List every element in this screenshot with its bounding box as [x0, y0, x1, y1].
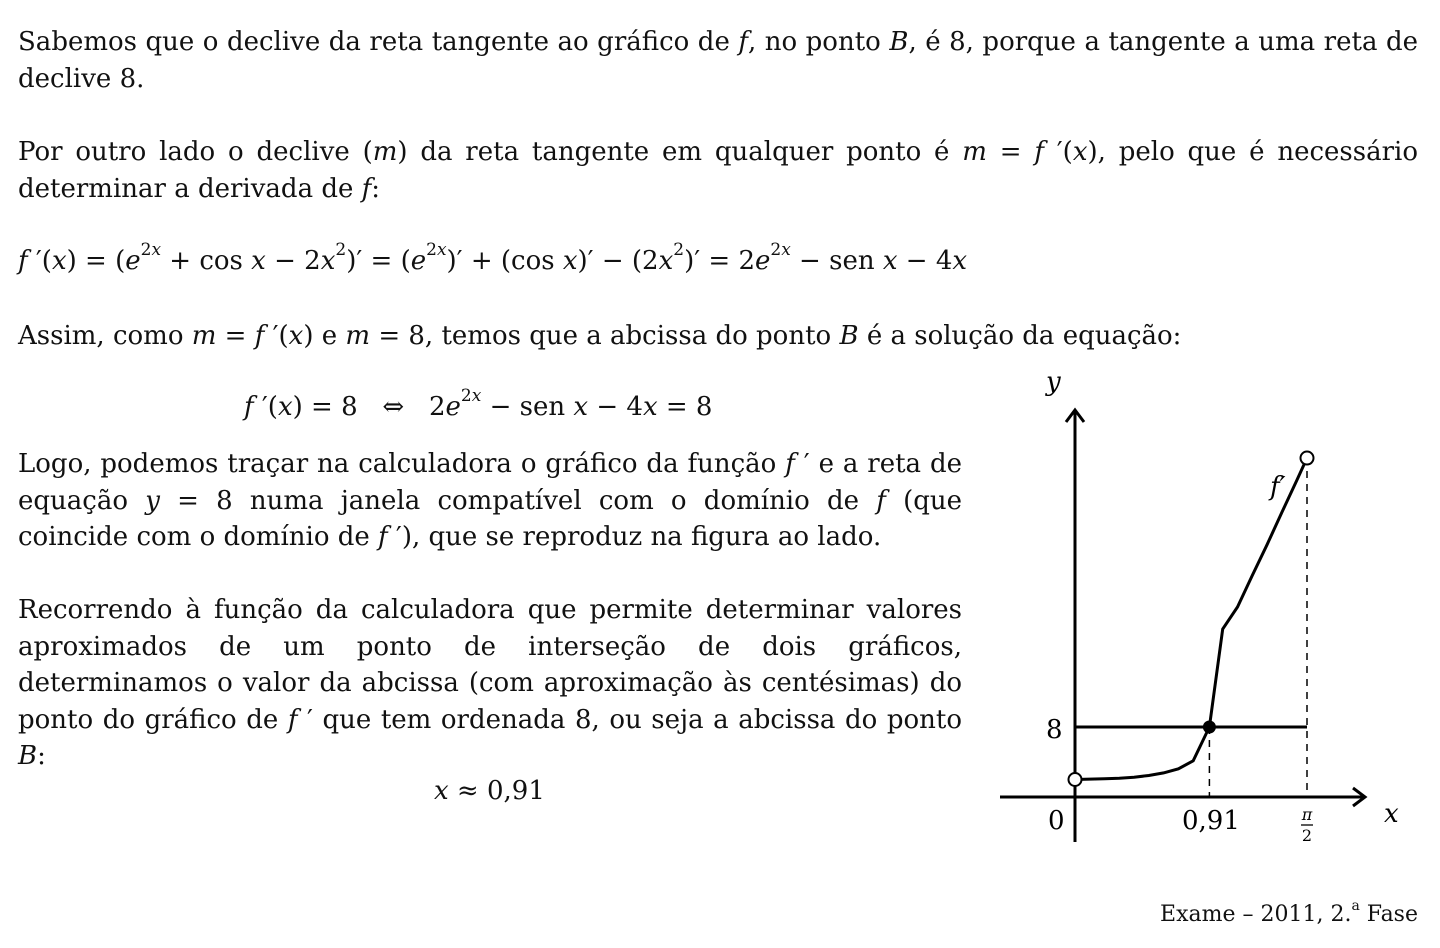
result-equation: x ≈ 0,91 [434, 776, 545, 806]
y-tick-label-8: 8 [1046, 715, 1063, 745]
curve-label: f′ [1270, 472, 1286, 502]
y-axis-label: y [1046, 367, 1061, 397]
exam-reference [1160, 897, 1418, 927]
curve-f-prime [1075, 458, 1307, 780]
paragraph-intersection: Recorrendo à função da calculadora que permite determinar valores aproximados de um ponto de interseção de dois gráficos, determinamos o valor da abcissa (com aproximação às centésimas) do ponto do gráfico de f ′ que tem ordenada 8, ou seja a abcissa do ponto B: [18, 595, 962, 771]
point-b-intersection [1203, 721, 1216, 734]
paragraph-derivative-intro: Por outro lado o declive (m) da reta tangente em qualquer ponto é m = f ′(x), pelo que é necessário determinar a derivada de f: [18, 137, 1418, 204]
paragraph-tangent-slope: Sabemos que o declive da reta tangente ao gráfico de f, no ponto B, é 8, porque a tangente a uma reta de declive 8. [18, 27, 1418, 94]
x-axis-label: x [1384, 799, 1399, 829]
x-tick-label-pi: π [1301, 805, 1313, 824]
exam-reference-prefix: Exame – 2011, 2. [1160, 902, 1352, 927]
exam-reference-superscript: a [1351, 897, 1360, 914]
exam-reference-suffix: Fase [1366, 902, 1418, 927]
equation-f-prime-equals-8: f ′(x) = 8 ⇔ $2e^{2x}$ − sen x − 4x = 8 [244, 386, 713, 422]
open-point-end [1301, 452, 1314, 465]
open-point-start [1069, 773, 1082, 786]
origin-label: 0 [1048, 806, 1065, 836]
paragraph-abscissa-solution: Assim, como m = f ′(x) e m = 8, temos que a abcissa do ponto B é a solução da equação: [18, 321, 1182, 351]
x-tick-label-091: 0,91 [1182, 806, 1240, 836]
derivative-equation: f $'(x) = (e^{2x} + \cos x - 2x^2)' = (e^{2x})' + (\cos$ $x)' - (2x^2)' = 2e^{2x}$ − sen x − 4x [18, 240, 968, 276]
paragraph-calculator-graph: Logo, podemos traçar na calculadora o gráfico da função f ′ e a reta de equação y = 8 numa janela compatível com o domínio de f (que coincide com o domínio de f ′), que se reproduz na figura ao lado. [18, 449, 962, 552]
graph-figure [980, 362, 1400, 862]
x-tick-label-2: 2 [1301, 826, 1313, 845]
